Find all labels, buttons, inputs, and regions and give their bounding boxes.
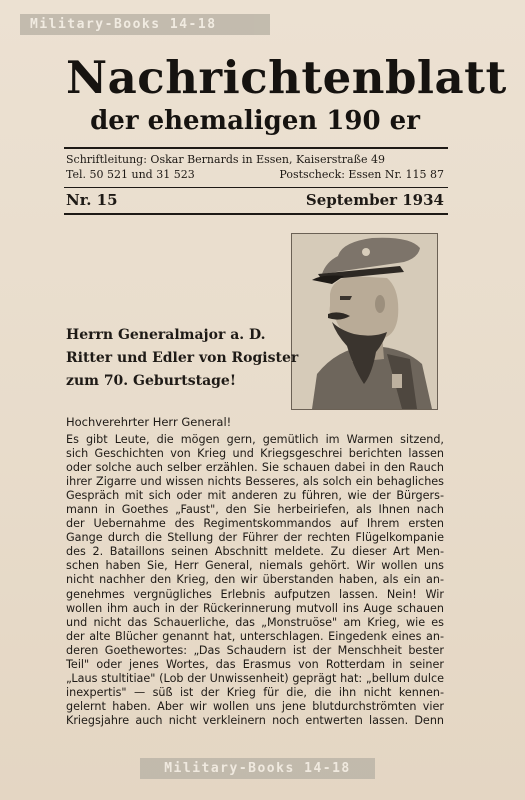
dedication-line-1: Herrn Generalmajor a. D. bbox=[66, 327, 266, 343]
body-line: genehmes vergnügliches Erlebnis aufputzen lassen. Nein! Wir bbox=[66, 587, 444, 601]
body-line: Kriegsjahre auch nicht verkleinern noch entwerten lassen. Denn bbox=[66, 713, 444, 727]
body-line: wollen ihm auch in der Rückerinnerung mutvoll ins Auge schauen bbox=[66, 601, 444, 615]
body-line: Es gibt Leute, die mögen gern, gemütlich im Warmen sitzend, bbox=[66, 433, 444, 446]
body-line: oder solche auch selber erzählen. Sie schauen dabei in den Rauch bbox=[66, 461, 444, 475]
body-line: inexpertis" — süß ist der Krieg für die, die ihn nicht kennen- bbox=[66, 685, 444, 699]
body-line: sich Geschichten von Krieg und Kriegsgeschrei berichten lassen bbox=[66, 447, 444, 461]
body-line: der Uebernahme des Regimentskommandos auf Ihrem ersten bbox=[66, 517, 444, 531]
body-line: nicht nachher den Krieg, den wir überstanden haben, als ein an- bbox=[66, 573, 444, 587]
editor-line bbox=[66, 153, 444, 167]
body-line: Gespräch mit sich oder mit anderen zu führen, wie der Bürgers- bbox=[66, 489, 444, 503]
postal-info: Postscheck: Essen Nr. 115 87 bbox=[279, 168, 444, 181]
watermark-bottom: Military-Books 14-18 bbox=[140, 758, 375, 779]
header-rule-bottom bbox=[64, 213, 448, 215]
dedication bbox=[66, 324, 306, 393]
dedication-line-2: Ritter und Edler von Rogister bbox=[66, 350, 299, 366]
header-rule-top bbox=[64, 147, 448, 149]
body-line: der alte Blücher genannt hat, unterschlagen. Eingedenk eines an- bbox=[66, 629, 444, 643]
masthead-title: Nachrichtenblatt bbox=[66, 51, 507, 104]
portrait-illustration bbox=[292, 234, 437, 409]
body-line: des 2. Bataillons seinen Abschnitt meldete. Zu dieser Art Men- bbox=[66, 545, 444, 559]
body-line: deren Goethewortes: „Das Schaudern ist der Menschheit bester bbox=[66, 643, 444, 657]
contact-line bbox=[66, 168, 444, 182]
body-line: gelernt haben. Aber wir wollen uns jene blutdurchströmten vier bbox=[66, 699, 444, 713]
body-line: ihrer Zigarre und wissen nichts Besseres, als solch ein behagliches bbox=[66, 475, 444, 489]
body-line: schen haben Sie, Herr General, niemals gehört. Wir wollen uns bbox=[66, 559, 444, 573]
body-line: „Laus stultitiae" (Lob der Unwissenheit) geprägt hat: „bellum dulce bbox=[66, 671, 444, 685]
header-rule-middle bbox=[64, 187, 448, 188]
dedication-line-3: zum 70. Geburtstage! bbox=[66, 373, 236, 389]
editor-info: Schriftleitung: Oskar Bernards in Essen, Kaiserstraße 49 bbox=[66, 153, 385, 166]
issue-number: Nr. 15 bbox=[66, 191, 118, 209]
issue-line bbox=[66, 191, 444, 209]
letter-body bbox=[66, 433, 444, 728]
issue-date: September 1934 bbox=[305, 191, 444, 209]
body-line: mann in Goethes „Faust", den Sie herbeiriefen, als Ihnen nach bbox=[66, 503, 444, 517]
portrait-image bbox=[291, 233, 438, 410]
body-line: Gange durch die Stellung der Führer der rechten Flügelkompanie bbox=[66, 531, 444, 545]
masthead-subtitle: der ehemaligen 190 er bbox=[90, 106, 420, 136]
body-line: und nicht das Schauerliche, das „Monstruöse" am Krieg, wie es bbox=[66, 615, 444, 629]
letter-salutation: Hochverehrter Herr General! bbox=[66, 415, 232, 429]
watermark-top: Military-Books 14-18 bbox=[20, 14, 270, 35]
body-line: Teil" oder jenes Wortes, das Erasmus von Rotterdam in seiner bbox=[66, 657, 444, 671]
phone-info: Tel. 50 521 und 31 523 bbox=[66, 168, 195, 181]
